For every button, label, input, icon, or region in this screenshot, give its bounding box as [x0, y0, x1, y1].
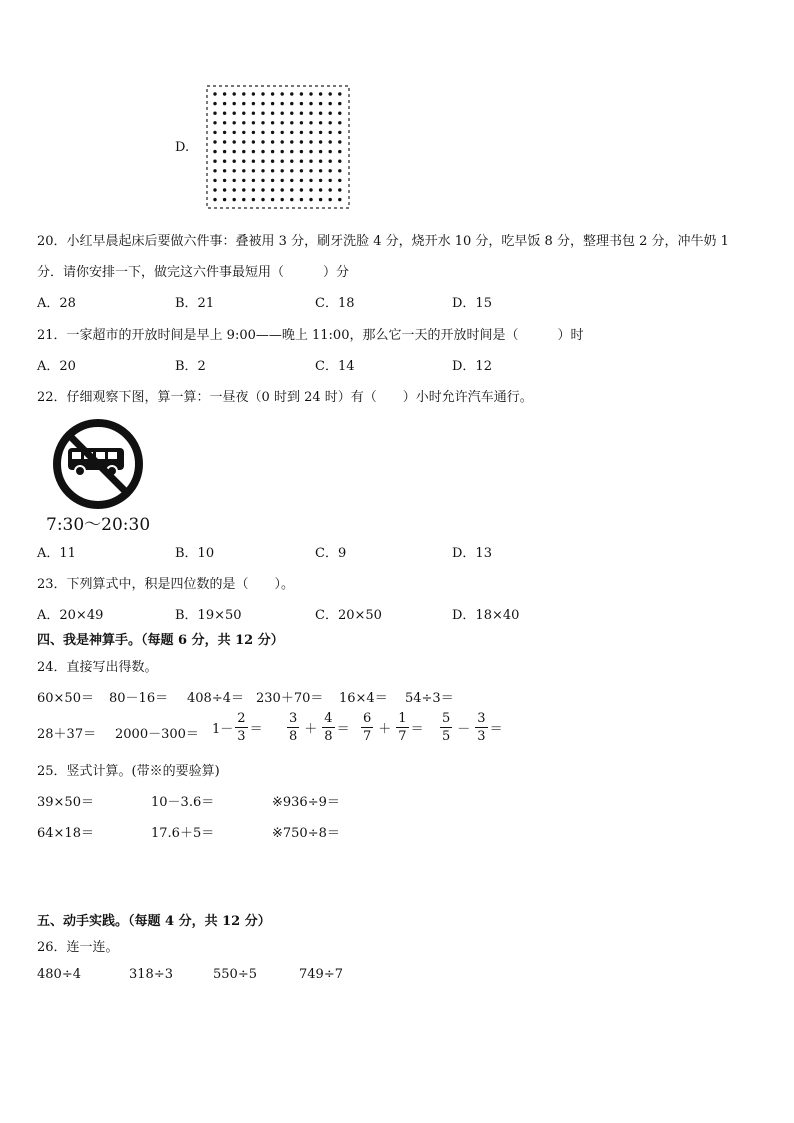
grid-dot [319, 131, 322, 134]
q26-items [37, 967, 757, 985]
grid-dot [281, 198, 284, 201]
grid-dot [213, 140, 216, 143]
grid-dot [223, 121, 226, 124]
grid-dot [242, 102, 245, 105]
q25-item: ※936÷9＝ [272, 795, 340, 810]
grid-dot [271, 179, 274, 182]
grid-dot [338, 179, 341, 182]
grid-dot [338, 140, 341, 143]
grid-dot [290, 160, 293, 163]
option-d-label: D. [175, 140, 190, 155]
q24-item: 80－16＝ [109, 691, 169, 706]
q21-option-c[interactable]: C．14 [315, 359, 355, 374]
grid-dot [213, 112, 216, 115]
grid-dot [329, 160, 332, 163]
grid-dot [281, 92, 284, 95]
grid-dot [252, 198, 255, 201]
grid-dot [281, 112, 284, 115]
grid-dot [233, 198, 236, 201]
grid-dot [329, 179, 332, 182]
grid-dot [290, 112, 293, 115]
grid-dot [338, 131, 341, 134]
q20-option-a[interactable]: A．28 [37, 296, 76, 311]
grid-dot [338, 102, 341, 105]
grid-dot [233, 160, 236, 163]
q23-text: 23．下列算式中，积是四位数的是（ ）。 [37, 577, 295, 592]
grid-dot [309, 102, 312, 105]
grid-dot [281, 102, 284, 105]
grid-dot [300, 198, 303, 201]
grid-dot [271, 102, 274, 105]
q24-row1 [37, 687, 757, 705]
grid-dot [233, 121, 236, 124]
grid-dot [223, 160, 226, 163]
grid-dot [261, 131, 264, 134]
grid-dot [261, 160, 264, 163]
q25-item: 17.6＋5＝ [151, 826, 215, 841]
grid-dot [252, 121, 255, 124]
grid-dot [281, 140, 284, 143]
q22-option-a[interactable]: A．11 [37, 546, 76, 561]
grid-dot [271, 160, 274, 163]
q24-item: 16×4＝ [339, 691, 388, 706]
q21-option-b[interactable]: B．2 [175, 359, 206, 374]
q24-row2 [37, 712, 757, 752]
grid-dot [242, 92, 245, 95]
grid-dot [223, 92, 226, 95]
grid-dot [233, 102, 236, 105]
q25-row1 [37, 791, 757, 809]
q20-option-d[interactable]: D．15 [452, 296, 492, 311]
grid-dot [290, 131, 293, 134]
grid-dot [213, 131, 216, 134]
grid-dot [309, 121, 312, 124]
grid-dot [261, 179, 264, 182]
grid-dot [233, 92, 236, 95]
q24-item: 408÷4＝ [187, 691, 244, 706]
grid-dot [213, 160, 216, 163]
grid-dot [309, 188, 312, 191]
grid-dot [329, 198, 332, 201]
grid-dot [319, 92, 322, 95]
grid-dot [242, 131, 245, 134]
q25-row2 [37, 822, 757, 840]
grid-dot [300, 150, 303, 153]
grid-dot [233, 131, 236, 134]
q23-option-b[interactable]: B．19×50 [175, 608, 242, 623]
grid-dot [223, 102, 226, 105]
grid-dot [319, 160, 322, 163]
grid-dot [242, 169, 245, 172]
q26-item[interactable]: 318÷3 [129, 967, 173, 982]
grid-dot [213, 102, 216, 105]
grid-dot [233, 112, 236, 115]
q23-option-c[interactable]: C．20×50 [315, 608, 382, 623]
grid-dot [252, 102, 255, 105]
grid-dot [319, 198, 322, 201]
grid-dot [319, 102, 322, 105]
grid-dot [309, 131, 312, 134]
grid-dot [281, 188, 284, 191]
grid-dot [213, 169, 216, 172]
grid-dot [290, 102, 293, 105]
grid-dot [329, 112, 332, 115]
grid-dot [329, 140, 332, 143]
q20-option-b[interactable]: B．21 [175, 296, 215, 311]
grid-dot [319, 169, 322, 172]
grid-dot [281, 179, 284, 182]
q23-option-a[interactable]: A．20×49 [37, 608, 104, 623]
grid-dot [261, 198, 264, 201]
section-4-title: 四、我是神算手。（每题 6 分，共 12 分） [37, 633, 284, 648]
grid-dot [252, 92, 255, 95]
grid-dot [300, 160, 303, 163]
grid-dot [300, 179, 303, 182]
grid-dot [338, 188, 341, 191]
grid-dot [261, 140, 264, 143]
grid-dot [338, 198, 341, 201]
grid-dot [290, 188, 293, 191]
q22-text: 22．仔细观察下图，算一算：一昼夜（0 时到 24 时）有（ ）小时允许汽车通行。 [37, 390, 533, 405]
grid-dot [271, 140, 274, 143]
grid-dot [261, 169, 264, 172]
grid-dot [242, 160, 245, 163]
grid-dot [300, 102, 303, 105]
grid-dot [319, 112, 322, 115]
q24-item: 2000－300＝ [115, 727, 199, 742]
grid-dot [338, 92, 341, 95]
grid-dot [271, 112, 274, 115]
grid-dot [261, 121, 264, 124]
grid-dot [338, 160, 341, 163]
q22-option-d[interactable]: D．13 [452, 546, 492, 561]
grid-dot [233, 179, 236, 182]
grid-dot [261, 150, 264, 153]
grid-dot [281, 150, 284, 153]
grid-dot [329, 169, 332, 172]
grid-dot [223, 169, 226, 172]
grid-dot [242, 121, 245, 124]
grid-dot [290, 121, 293, 124]
q25-text: 25．竖式计算。(带※的要验算) [37, 764, 220, 779]
grid-dot [281, 131, 284, 134]
q24-fraction-expr-4: $\frac{5}{5}$ － $\frac{3}{3}$ ＝ [442, 711, 503, 744]
q22-option-b[interactable]: B．10 [175, 546, 215, 561]
q23-options [37, 604, 757, 622]
grid-dot [242, 112, 245, 115]
q24-fraction-expr-1: 1－ $\frac{2}{3}$ ＝ [212, 711, 263, 744]
grid-dot [309, 198, 312, 201]
section-5-title: 五、动手实践。（每题 4 分，共 12 分） [37, 914, 271, 929]
grid-dot [233, 150, 236, 153]
grid-dot [261, 92, 264, 95]
grid-dot [242, 198, 245, 201]
grid-dot [300, 188, 303, 191]
grid-dot [329, 121, 332, 124]
grid-dot [252, 150, 255, 153]
q25-item: 39×50＝ [37, 795, 94, 810]
grid-dot [213, 188, 216, 191]
grid-dot [329, 188, 332, 191]
grid-dot [329, 102, 332, 105]
q25-item: 64×18＝ [37, 826, 94, 841]
q24-text: 24．直接写出得数。 [37, 660, 158, 675]
grid-dot [309, 140, 312, 143]
grid-dot [252, 179, 255, 182]
grid-dot [319, 188, 322, 191]
q20-options [37, 292, 757, 310]
grid-dot [290, 169, 293, 172]
grid-dot [242, 188, 245, 191]
grid-dot [242, 150, 245, 153]
grid-dot [300, 92, 303, 95]
grid-dot [309, 92, 312, 95]
grid-dot [281, 169, 284, 172]
grid-dot [300, 131, 303, 134]
q20-option-c[interactable]: C．18 [315, 296, 355, 311]
grid-dot [290, 92, 293, 95]
grid-dot [338, 112, 341, 115]
q23-option-d[interactable]: D．18×40 [452, 608, 520, 623]
q21-option-a[interactable]: A．20 [37, 359, 76, 374]
grid-dot [213, 121, 216, 124]
grid-dot [213, 179, 216, 182]
grid-dot [271, 92, 274, 95]
grid-dot [281, 121, 284, 124]
q26-item[interactable]: 550÷5 [213, 967, 257, 982]
q24-item: 230＋70＝ [256, 691, 324, 706]
dotted-square-figure [205, 84, 351, 210]
grid-dot [223, 150, 226, 153]
q24-fraction-expr-3: $\frac{6}{7}$ ＋ $\frac{1}{7}$ ＝ [363, 711, 424, 744]
grid-dot [213, 150, 216, 153]
q21-text: 21．一家超市的开放时间是早上 9:00——晚上 11:00，那么它一天的开放时间是（ ）时 [37, 328, 584, 343]
grid-dot [271, 150, 274, 153]
grid-dot [252, 169, 255, 172]
grid-dot [271, 169, 274, 172]
grid-dot [329, 131, 332, 134]
q22-options [37, 542, 757, 560]
grid-dot [300, 169, 303, 172]
grid-dot [271, 121, 274, 124]
grid-dot [309, 169, 312, 172]
q21-options [37, 355, 757, 373]
grid-dot [309, 179, 312, 182]
grid-dot [300, 112, 303, 115]
grid-dot [242, 140, 245, 143]
grid-dot [252, 188, 255, 191]
q24-item: 54÷3＝ [405, 691, 454, 706]
grid-dot [300, 121, 303, 124]
grid-dot [252, 140, 255, 143]
grid-dot [329, 92, 332, 95]
grid-dot [290, 140, 293, 143]
grid-dot [319, 179, 322, 182]
grid-dot [242, 179, 245, 182]
grid-dot [252, 112, 255, 115]
grid-dot [319, 121, 322, 124]
grid-dot [233, 140, 236, 143]
grid-dot [319, 150, 322, 153]
q25-item: 10－3.6＝ [151, 795, 215, 810]
q24-item: 60×50＝ [37, 691, 94, 706]
grid-dot [309, 112, 312, 115]
grid-dot [223, 198, 226, 201]
grid-dot [252, 160, 255, 163]
sign-time-label: 7:30～20:30 [46, 515, 151, 535]
q26-item[interactable]: 749÷7 [299, 967, 343, 982]
q22-option-c[interactable]: C．9 [315, 546, 347, 561]
grid-dot [309, 160, 312, 163]
grid-dot [271, 131, 274, 134]
grid-dot [261, 188, 264, 191]
grid-dot [233, 169, 236, 172]
grid-dot [338, 121, 341, 124]
no-bus-sign-icon [52, 418, 144, 510]
grid-dot [213, 92, 216, 95]
q20-line2: 分．请你安排一下，做完这六件事最短用（ ）分 [37, 265, 350, 280]
grid-dot [223, 131, 226, 134]
q21-option-d[interactable]: D．12 [452, 359, 492, 374]
grid-dot [290, 179, 293, 182]
grid-dot [223, 140, 226, 143]
q24-fraction-expr-2: $\frac{3}{8}$ ＋ $\frac{4}{8}$ ＝ [289, 711, 350, 744]
grid-dot [223, 179, 226, 182]
grid-dot [329, 150, 332, 153]
grid-dot [261, 112, 264, 115]
q24-item: 28＋37＝ [37, 727, 97, 742]
grid-dot [252, 131, 255, 134]
q26-text: 26．连一连。 [37, 940, 119, 955]
grid-dot [213, 198, 216, 201]
grid-dot [338, 169, 341, 172]
grid-dot [271, 188, 274, 191]
q25-item: ※750÷8＝ [272, 826, 340, 841]
grid-dot [223, 112, 226, 115]
grid-dot [281, 160, 284, 163]
q20-line1: 20．小红早晨起床后要做六件事：叠被用 3 分，刷牙洗脸 4 分，烧开水 10 分，吃早饭 8 分，整理书包 2 分，冲牛奶 1 [37, 234, 729, 249]
grid-dot [309, 150, 312, 153]
grid-dot [319, 140, 322, 143]
grid-dot [300, 140, 303, 143]
grid-dot [290, 198, 293, 201]
grid-dot [290, 150, 293, 153]
grid-dot [233, 188, 236, 191]
grid-dot [261, 102, 264, 105]
grid-dot [223, 188, 226, 191]
q26-item[interactable]: 480÷4 [37, 967, 81, 982]
grid-dot [338, 150, 341, 153]
grid-dot [271, 198, 274, 201]
